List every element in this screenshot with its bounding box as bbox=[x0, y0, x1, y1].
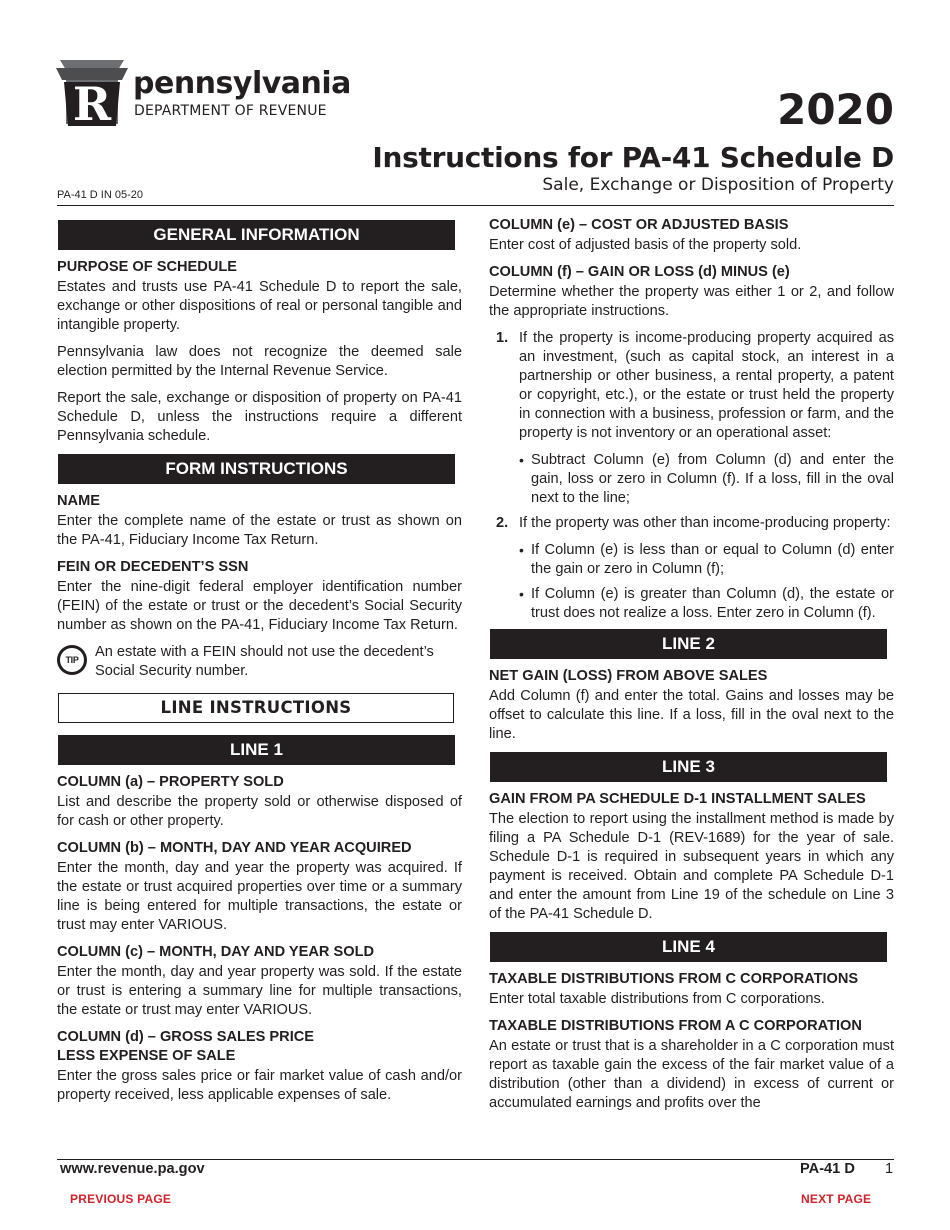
list-item-2-bullets bbox=[519, 541, 894, 623]
column-d-heading-line-1: COLUMN (d) – GROSS SALES PRICE bbox=[57, 1029, 315, 1045]
column-d-heading-line-2: LESS EXPENSE OF SALE bbox=[57, 1048, 236, 1064]
column-c-heading: COLUMN (c) – MONTH, DAY AND YEAR SOLD bbox=[57, 944, 375, 960]
column-f-heading: COLUMN (f) – GAIN OR LOSS (d) MINUS (e) bbox=[489, 264, 790, 280]
purpose-paragraph-1: Estates and trusts use PA-41 Schedule D to report the sale, exchange or other dispositions of real or personal tangible and intangible property. bbox=[57, 279, 462, 333]
previous-page-link[interactable]: PREVIOUS PAGE bbox=[70, 1192, 172, 1206]
tip-icon bbox=[57, 645, 87, 675]
list-item-1-bullets bbox=[519, 451, 894, 508]
tip-box bbox=[57, 643, 462, 681]
fein-heading: FEIN OR DECEDENT’S SSN bbox=[57, 559, 249, 575]
column-a-text: List and describe the property sold or otherwise disposed of for cash or other property. bbox=[57, 794, 462, 829]
line-instructions-band: LINE INSTRUCTIONS bbox=[58, 693, 454, 723]
logo-department: DEPARTMENT OF REVENUE bbox=[134, 103, 327, 119]
tip-text: An estate with a FEIN should not use the decedent’s Social Security number. bbox=[95, 644, 434, 679]
bullet-item: • Subtract Column (e) from Column (d) and enter the gain, loss or zero in Column (f). If a loss, fill in the oval next to the line; bbox=[519, 451, 894, 508]
header-divider bbox=[57, 205, 894, 206]
line-4-heading-2: TAXABLE DISTRIBUTIONS FROM A C CORPORATION bbox=[489, 1018, 862, 1034]
list-number-1: 1. bbox=[496, 330, 509, 346]
list-item-1-text: If the property is income-producing property acquired as an investment, (such as capital stock, an interest in a partnership or other business, a rental property, a patent or copyright, etc.), or the estate or trust held the property in connection with a business, profession or farm, and the property is not inventory or an operational asset: bbox=[519, 330, 894, 441]
left-column bbox=[57, 216, 462, 1113]
column-c-text: Enter the month, day and year property was sold. If the estate or trust is entering a summary line for multiple transactions, the estate or trust may enter VARIOUS. bbox=[57, 964, 462, 1018]
pa-keystone-logo bbox=[56, 60, 128, 130]
fein-text: Enter the nine-digit federal employer identification number (FEIN) of the estate or trust or the decedent’s Social Security number as shown on the PA-41, Fiduciary Income Tax Return. bbox=[57, 579, 462, 633]
logo-letter: R bbox=[72, 77, 112, 130]
list-number-2: 2. bbox=[496, 515, 509, 531]
column-f-text: Determine whether the property was either 1 or 2, and follow the appropriate instructions. bbox=[489, 284, 894, 319]
line-4-text-2: An estate or trust that is a shareholder in a C corporation must report as taxable gain the excess of the fair market value of a distribution (other than a dividend) in excess of current or accumulated earnings and profits over the bbox=[489, 1038, 894, 1111]
logo-wordmark: pennsylvania bbox=[133, 66, 351, 101]
page-subtitle: Sale, Exchange or Disposition of Property bbox=[542, 175, 894, 195]
form-code: PA-41 D IN 05-20 bbox=[57, 189, 144, 201]
line-3-heading: GAIN FROM PA SCHEDULE D-1 INSTALLMENT SALES bbox=[489, 791, 866, 807]
footer-website-link[interactable]: www.revenue.pa.gov bbox=[60, 1161, 205, 1177]
column-a-heading: COLUMN (a) – PROPERTY SOLD bbox=[57, 774, 284, 790]
property-type-list bbox=[489, 329, 894, 623]
keystone-r-icon bbox=[56, 60, 128, 130]
column-b-text: Enter the month, day and year the property was acquired. If the estate or trust acquired properties over time or a summary line is being entered for multiple transactions, the estate or trust may enter VARIOUS. bbox=[57, 860, 462, 933]
next-page-link[interactable]: NEXT PAGE bbox=[801, 1192, 872, 1206]
list-item-2-text: If the property was other than income-producing property: bbox=[519, 515, 891, 531]
purpose-paragraph-3: Report the sale, exchange or disposition of property on PA-41 Schedule D, unless the instructions require a different Pennsylvania schedule. bbox=[57, 390, 462, 444]
line-2-band: LINE 2 bbox=[490, 629, 887, 659]
general-information-band: GENERAL INFORMATION bbox=[58, 220, 455, 250]
right-column bbox=[489, 216, 894, 1121]
line-3-band: LINE 3 bbox=[490, 752, 887, 782]
line-4-heading-1: TAXABLE DISTRIBUTIONS FROM C CORPORATIONS bbox=[489, 971, 859, 987]
column-e-heading: COLUMN (e) – COST OR ADJUSTED BASIS bbox=[489, 217, 789, 233]
footer-form-name: PA-41 D bbox=[800, 1161, 855, 1177]
purpose-paragraph-2: Pennsylvania law does not recognize the deemed sale election permitted by the Internal Revenue Service. bbox=[57, 344, 462, 379]
bullet-item: • If Column (e) is greater than Column (d), the estate or trust does not realize a loss. Enter zero in Column (f). bbox=[519, 585, 894, 623]
tax-year: 2020 bbox=[777, 85, 894, 134]
column-d-text: Enter the gross sales price or fair market value of cash and/or property received, less applicable expenses of sale. bbox=[57, 1068, 462, 1103]
name-text: Enter the complete name of the estate or trust as shown on the PA-41, Fiduciary Income Tax Return. bbox=[57, 513, 462, 548]
bullet-item: • If Column (e) is less than or equal to Column (d) enter the gain or zero in Column (f); bbox=[519, 541, 894, 579]
page-title: Instructions for PA-41 Schedule D bbox=[372, 141, 894, 174]
tip-label: TIP bbox=[60, 648, 84, 672]
column-e-text: Enter cost of adjusted basis of the property sold. bbox=[489, 237, 802, 253]
name-heading: NAME bbox=[57, 493, 100, 509]
line-2-heading: NET GAIN (LOSS) FROM ABOVE SALES bbox=[489, 668, 768, 684]
line-2-text: Add Column (f) and enter the total. Gains and losses may be offset to calculate this line. If a loss, fill in the oval next to the line. bbox=[489, 688, 894, 742]
line-4-band: LINE 4 bbox=[490, 932, 887, 962]
page-number: 1 bbox=[885, 1161, 894, 1177]
purpose-heading: PURPOSE OF SCHEDULE bbox=[57, 259, 238, 275]
line-1-band: LINE 1 bbox=[58, 735, 455, 765]
line-3-text: The election to report using the installment method is made by filing a PA Schedule D-1 (REV-1689) for the year of sale. Schedule D-1 is required in subsequent years in which any payment is received. Obtain and complete PA Schedule D-1 and enter the amount from Line 19 of the schedule on Line 3 of the PA-41 Schedule D. bbox=[489, 811, 894, 922]
list-item-2 bbox=[489, 514, 894, 623]
line-4-text-1: Enter total taxable distributions from C corporations. bbox=[489, 991, 825, 1007]
list-item-1 bbox=[489, 329, 894, 508]
column-b-heading: COLUMN (b) – MONTH, DAY AND YEAR ACQUIRED bbox=[57, 840, 412, 856]
form-instructions-band: FORM INSTRUCTIONS bbox=[58, 454, 455, 484]
footer-divider bbox=[57, 1159, 894, 1160]
